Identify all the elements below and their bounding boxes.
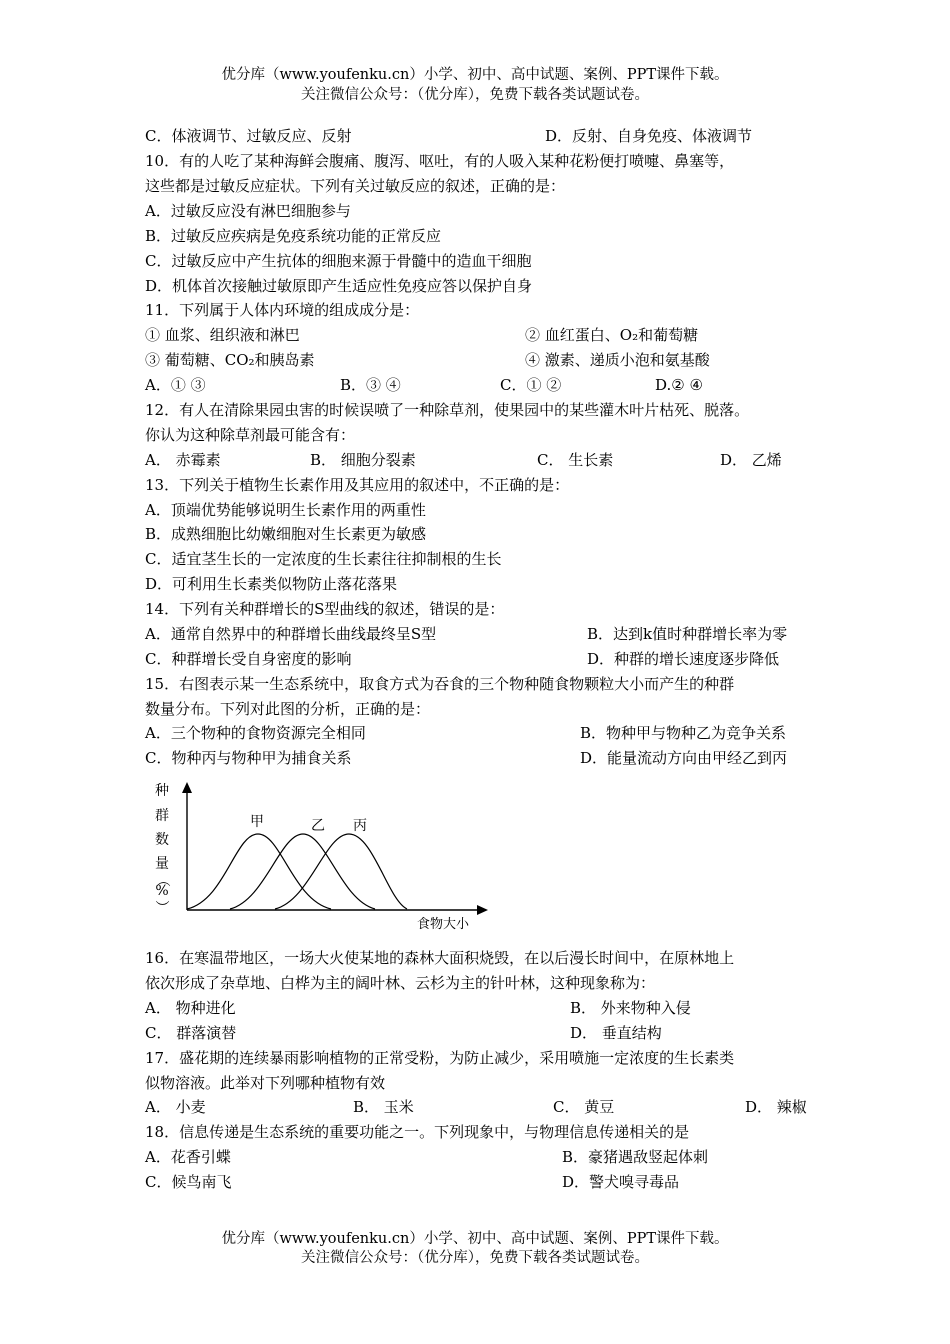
q10-stem-line1: 10．有的人吃了某种海鲜会腹痛、腹泻、呕吐，有的人吸入某种花粉便打喷嚏、鼻塞等， <box>145 152 735 170</box>
q14-option-d: D．种群的增长速度逐步降低 <box>587 650 780 668</box>
q17-option-a: A． 小麦 <box>145 1098 206 1116</box>
q16-stem-line1: 16．在寒温带地区，一场大火使某地的森林大面积烧毁，在以后漫长时间中，在原林地上 <box>145 949 735 967</box>
q12-option-c: C． 生长素 <box>537 451 614 469</box>
q15-option-a: A．三个物种的食物资源完全相同 <box>145 724 366 742</box>
population-distribution-figure <box>145 780 505 932</box>
q14-option-a: A．通常自然界中的种群增长曲线最终呈S型 <box>145 625 437 643</box>
q11-option-c: C．① ② <box>500 376 562 394</box>
curve-label-jia: 甲 <box>250 814 264 830</box>
curve-label-bing: 丙 <box>353 818 367 834</box>
x-axis-label: 食物大小 <box>416 917 470 932</box>
curve-yi <box>230 834 375 909</box>
q12-stem-line1: 12．有人在清除果园虫害的时候误喷了一种除草剂，使果园中的某些灌木叶片枯死、脱落。 <box>145 401 750 419</box>
page-header-line1: 优分库（www.youfenku.cn）小学、初中、高中试题、案例、PPT课件下载。 <box>221 67 729 83</box>
q17-stem-line1: 17．盛花期的连续暴雨影响植物的正常受粉，为防止减少，采用喷施一定浓度的生长素类 <box>145 1049 735 1067</box>
curve-label-yi: 乙 <box>311 818 325 834</box>
q18-option-c: C．候鸟南飞 <box>145 1173 232 1191</box>
curve-bing <box>275 834 407 909</box>
y-label-char-1: 种 <box>155 783 169 799</box>
q11-item-2: ② 血红蛋白、O₂和葡萄糖 <box>525 326 699 344</box>
q17-option-b: B． 玉米 <box>353 1098 414 1116</box>
q9-option-c: C．体液调节、过敏反应、反射 <box>145 127 352 145</box>
q10-stem-line2: 这些都是过敏反应症状。下列有关过敏反应的叙述，正确的是： <box>145 177 566 195</box>
q9-option-d: D．反射、自身免疫、体液调节 <box>545 127 753 145</box>
q13-option-a: A．顶端优势能够说明生长素作用的两重性 <box>145 501 426 519</box>
q12-stem-line2: 你认为这种除草剂最可能含有： <box>145 426 356 444</box>
q10-option-d: D．机体首次接触过敏原即产生适应性免疫应答以保护自身 <box>145 277 533 295</box>
y-label-char-3: 数 <box>155 832 169 848</box>
y-label-char-6: % <box>155 883 169 899</box>
q17-option-c: C． 黄豆 <box>553 1098 615 1116</box>
q15-stem-line2: 数量分布。下列对此图的分析，正确的是： <box>145 700 431 718</box>
page-header-line2: 关注微信公众号：（优分库），免费下载各类试题试卷。 <box>301 87 649 103</box>
q11-item-3: ③ 葡萄糖、CO₂和胰岛素 <box>145 351 315 369</box>
q12-option-a: A． 赤霉素 <box>145 451 221 469</box>
q16-option-c: C． 群落演替 <box>145 1024 237 1042</box>
q10-option-b: B．过敏反应疾病是免疫系统功能的正常反应 <box>145 227 442 245</box>
q18-stem: 18．信息传递是生态系统的重要功能之一。下列现象中，与物理信息传递相关的是 <box>145 1123 690 1141</box>
q14-option-b: B．达到k值时种群增长率为零 <box>587 625 788 643</box>
q14-option-c: C．种群增长受自身密度的影响 <box>145 650 352 668</box>
y-label-char-4: 量 <box>155 856 169 872</box>
q16-option-b: B． 外来物种入侵 <box>570 999 691 1017</box>
q10-option-a: A．过敏反应没有淋巴细胞参与 <box>145 202 351 220</box>
q18-option-d: D．警犬嗅寻毒品 <box>562 1173 680 1191</box>
q11-option-d: D.② ④ <box>655 376 703 394</box>
curve-jia <box>187 834 331 909</box>
q13-option-c: C．适宜茎生长的一定浓度的生长素往往抑制根的生长 <box>145 550 502 568</box>
q11-item-4: ④ 激素、递质小泡和氨基酸 <box>525 351 710 369</box>
q10-option-c: C．过敏反应中产生抗体的细胞来源于骨髓中的造血干细胞 <box>145 252 532 270</box>
y-label-char-2: 群 <box>155 808 169 824</box>
q15-option-b: B．物种甲与物种乙为竞争关系 <box>580 724 787 742</box>
page-footer-line1: 优分库（www.youfenku.cn）小学、初中、高中试题、案例、PPT课件下载。 <box>221 1231 729 1247</box>
q13-stem: 13．下列关于植物生长素作用及其应用的叙述中，不正确的是： <box>145 476 570 494</box>
q17-stem-line2: 似物溶液。此举对下列哪种植物有效 <box>145 1074 386 1092</box>
q11-option-a: A．① ③ <box>145 376 206 394</box>
q12-option-b: B． 细胞分裂素 <box>310 451 416 469</box>
q16-stem-line2: 依次形成了杂草地、白桦为主的阔叶林、云杉为主的针叶林，这种现象称为： <box>145 974 656 992</box>
q13-option-d: D．可利用生长素类似物防止落花落果 <box>145 575 398 593</box>
q15-stem-line1: 15．右图表示某一生态系统中，取食方式为吞食的三个物种随食物颗粒大小而产生的种群 <box>145 675 735 693</box>
q11-item-1: ① 血浆、组织液和淋巴 <box>145 326 300 344</box>
q15-option-d: D．能量流动方向由甲经乙到丙 <box>580 749 788 767</box>
q16-option-a: A． 物种进化 <box>145 999 236 1017</box>
q11-option-b: B．③ ④ <box>340 376 401 394</box>
q15-option-c: C．物种丙与物种甲为捕食关系 <box>145 749 352 767</box>
q16-option-d: D． 垂直结构 <box>570 1024 662 1042</box>
x-axis-arrow <box>477 905 488 915</box>
page-footer-line2: 关注微信公众号：（优分库），免费下载各类试题试卷。 <box>301 1250 649 1266</box>
q12-option-d: D． 乙烯 <box>720 451 782 469</box>
q18-option-b: B．豪猪遇敌竖起体刺 <box>562 1148 709 1166</box>
y-label-char-5: （ <box>154 873 170 887</box>
q14-stem: 14．下列有关种群增长的S型曲线的叙述，错误的是： <box>145 600 505 618</box>
q17-option-d: D． 辣椒 <box>745 1098 807 1116</box>
y-label-char-7: ） <box>153 900 169 914</box>
y-axis-arrow <box>182 782 192 793</box>
q11-stem: 11．下列属于人体内环境的组成成分是： <box>145 301 420 319</box>
q18-option-a: A．花香引蝶 <box>145 1148 231 1166</box>
q13-option-b: B．成熟细胞比幼嫩细胞对生长素更为敏感 <box>145 525 427 543</box>
